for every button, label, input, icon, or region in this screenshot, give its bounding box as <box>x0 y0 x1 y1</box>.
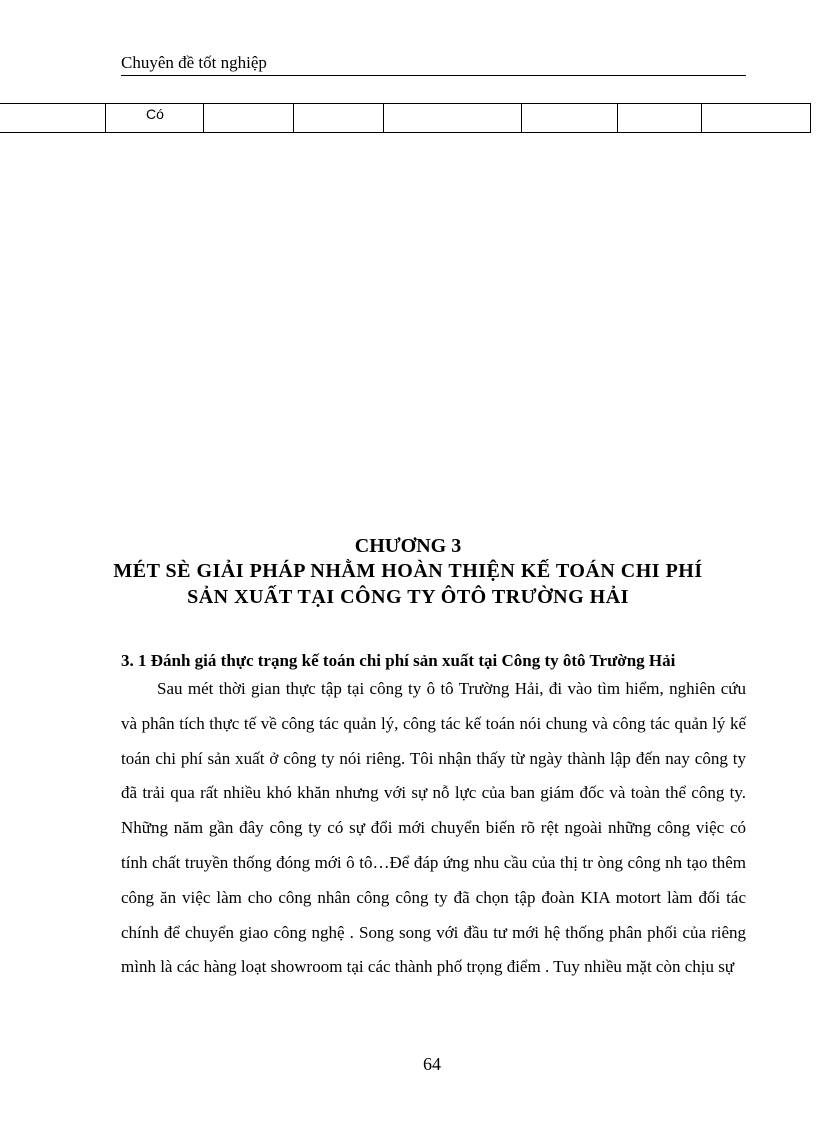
table-cell <box>617 103 702 133</box>
table-cell <box>203 103 294 133</box>
running-header: Chuyên đề tốt nghiệp <box>121 52 746 76</box>
body-text <box>121 672 746 985</box>
chapter-title-line: SẢN XUẤT TẠI CÔNG TY ÔTÔ TRƯỜNG HẢI <box>187 586 629 608</box>
chapter-title <box>0 558 816 610</box>
chapter-number: CHƯƠNG 3 <box>354 535 462 557</box>
table-cell <box>521 103 618 133</box>
table-cell: Có <box>105 103 204 133</box>
section-heading: 3. 1 Đánh giá thực trạng kế toán chi phí sản xuất tại Công ty ôtô Trường Hải <box>121 651 676 670</box>
body-paragraph: Sau mét thời gian thực tập tại công ty ô tô Trường Hải, đi vào tìm hiểm, nghiên cứu và phân tích thực tế về công tác quản lý, công tác kế toán nói chung và công tác quản lý kế toán chi phí sản xuất ở công ty nói riêng. Tôi nhận thấy từ ngày thành lập đến nay công ty đã trải qua rất nhiều khó khăn nhưng với sự nỗ lực của ban giám đốc và toàn thể công ty. Những năm gần đây công ty có sự đổi mới chuyển biến rõ rệt ngoài những công việc có tính chất truyền thống đóng mới ô tô…Để đáp ứng nhu cầu của thị tr òng công nh tạo thêm công ăn việc làm cho công nhân công công ty đã chọn tập đoàn KIA motort làm đối tác chính để chuyển giao công nghệ . Song song với đầu tư mới hệ thống phân phối của riêng mình là các hàng loạt showroom tại các thành phố trọng điểm . Tuy nhiều mặt còn chịu sự <box>121 679 746 977</box>
table-cell <box>701 103 811 133</box>
chapter-title-line: MÉT SÈ GIẢI PHÁP NHẰM HOÀN THIỆN KẾ TOÁN CHI PHÍ <box>113 560 703 582</box>
table-cell <box>0 103 106 133</box>
page-number: 64 <box>423 1054 441 1074</box>
table-cell <box>293 103 384 133</box>
table-cell <box>383 103 522 133</box>
table-row <box>0 103 816 133</box>
